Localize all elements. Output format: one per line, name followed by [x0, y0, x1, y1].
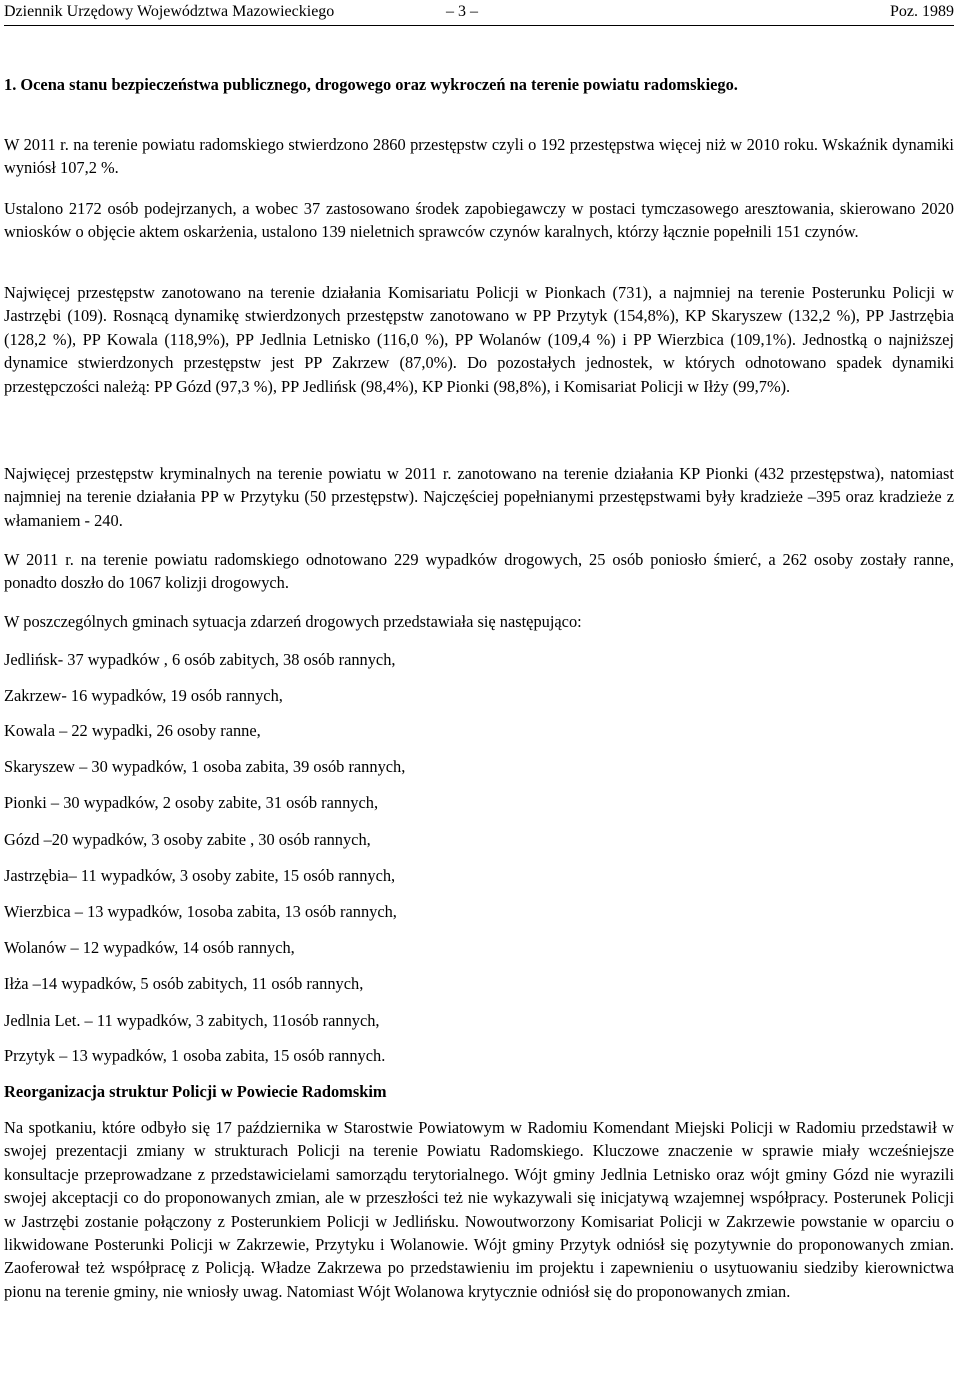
reorganization-paragraph: Na spotkaniu, które odbyło się 17 października w Starostwie Powiatowym w Radomiu Komendant Miejski Policji w Radomiu przedstawił w swojej prezentacji zmiany w strukturach Policji na terenie Powiatu Radomskiego. Kluczowe znaczenie w sprawie miały wcześniejsze konsultacje przeprowadzane z przedstawicielami samorządu terytorialnego. Wójt gminy Jedlnia Letnisko oraz wójt gminy Gózd nie wyrazili swojej akceptacji co do proponowanych zmian, ale w przeszłości też nie wykazywali się inicjatywą wzajemnej współpracy. Posterunek Policji w Jastrzębi zostanie połączony z Posterunkiem Policji w Jedlińsku. Nowoutworzony Komisariat Policji w Zakrzewie powstanie w oparciu o likwidowane Posterunki Policji w Zakrzewie, Przytyku i Wolanowie. Wójt gminy Przytyk odniósł się pozytywnie do proponowanych zmian. Zaoferował też współpracę z Policją. Władze Zakrzewa po przedstawieniu im projektu i zapewnieniu o usytuowaniu siedziby kierownictwa pionu na terenie gminy, nie wniosły uwag. Natomiast Wójt Wolanowa krytycznie odniósł się do proponowanych zmian.	[4, 1118, 954, 1301]
reorganization-heading: Reorganizacja struktur Policji w Powiecie Radomskim	[4, 1082, 387, 1101]
page-number: – 3 –	[446, 3, 478, 20]
list-item: Kowala – 22 wypadki, 26 osoby ranne,	[4, 721, 261, 740]
list-item: Skaryszew – 30 wypadków, 1 osoba zabita, 39 osób rannych,	[4, 757, 406, 776]
list-item: Jedlińsk- 37 wypadków , 6 osób zabitych, 38 osób rannych,	[4, 650, 396, 669]
paragraph-crime-total: W 2011 r. na terenie powiatu radomskiego stwierdzono 2860 przestępstw czyli o 192 przestępstwa więcej niż w 2010 roku. Wskaźnik dynamiki wyniósł 107,2 %.	[4, 135, 954, 178]
paragraph-road-accidents: W 2011 r. na terenie powiatu radomskiego odnotowano 229 wypadków drogowych, 25 osób poniosło śmierć, a 262 osoby zostały ranne, ponadto doszło do 1067 kolizji drogowych.	[4, 550, 954, 593]
list-item: Jastrzębia– 11 wypadków, 3 osoby zabite, 15 osób rannych,	[4, 866, 396, 885]
paragraph-suspects: Ustalono 2172 osób podejrzanych, a wobec 37 zastosowano środek zapobiegawczy w postaci tymczasowego aresztowania, skierowano 2020 wniosków o objęcie aktem oskarżenia, ustalono 139 nieletnich sprawców czynów karalnych, którzy łącznie popełnili 151 czynów.	[4, 199, 954, 242]
page-header	[4, 2, 954, 24]
list-item: Jedlnia Let. – 11 wypadków, 3 zabitych, 11osób rannych,	[4, 1011, 380, 1030]
list-item: Przytyk – 13 wypadków, 1 osoba zabita, 15 osób rannych.	[4, 1046, 386, 1065]
list-item: Zakrzew- 16 wypadków, 19 osób rannych,	[4, 686, 283, 705]
paragraph-gminy-intro: W poszczególnych gminach sytuacja zdarzeń drogowych przedstawiała się następująco:	[4, 612, 582, 631]
list-item: Wierzbica – 13 wypadków, 1osoba zabita, 13 osób rannych,	[4, 902, 397, 921]
list-item: Wolanów – 12 wypadków, 14 osób rannych,	[4, 938, 295, 957]
list-item: Iłża –14 wypadków, 5 osób zabitych, 11 osób rannych,	[4, 974, 364, 993]
paragraph-units-dynamics: Najwięcej przestępstw zanotowano na terenie działania Komisariatu Policji w Pionkach (731), a najmniej na terenie Posterunku Policji w Jastrzębi (109). Rosnącą dynamikę stwierdzonych przestępstw zanotowano w PP Przytyk (154,8%), KP Skaryszew (132,2 %), PP Jastrzębia (128,2 %), PP Kowala (118,9%), PP Jedlnia Letnisko (116,0 %), PP Wolanów (109,4 %) i PP Wierzbica (109,1%). Jednostką o najniższej dynamice stwierdzonych przestępstw jest PP Zakrzew (87,0%). Do pozostałych jednostek, w których odnotowano spadek dynamiki przestępczości należą: PP Gózd (97,3 %), PP Jedlińsk (98,4%), KP Pionki (98,8%), i Komisariat Policji w Iłży (99,7%).	[4, 283, 954, 396]
section-title: 1. Ocena stanu bezpieczeństwa publicznego, drogowego oraz wykroczeń na terenie powiatu radomskiego.	[4, 75, 738, 94]
position-number: Poz. 1989	[890, 3, 954, 20]
paragraph-criminal-offences: Najwięcej przestępstw kryminalnych na terenie powiatu w 2011 r. zanotowano na terenie działania KP Pionki (432 przestępstwa), natomiast najmniej na terenie działania PP w Przytyku (50 przestępstw). Najczęściej popełnianymi przestępstwami były kradzieże –395 oraz kradzieże z włamaniem - 240.	[4, 464, 954, 530]
journal-title: Dziennik Urzędowy Województwa Mazowieckiego	[4, 3, 335, 20]
list-item: Pionki – 30 wypadków, 2 osoby zabite, 31 osób rannych,	[4, 793, 379, 812]
header-rule	[4, 25, 954, 26]
list-item: Gózd –20 wypadków, 3 osoby zabite , 30 osób rannych,	[4, 830, 371, 849]
